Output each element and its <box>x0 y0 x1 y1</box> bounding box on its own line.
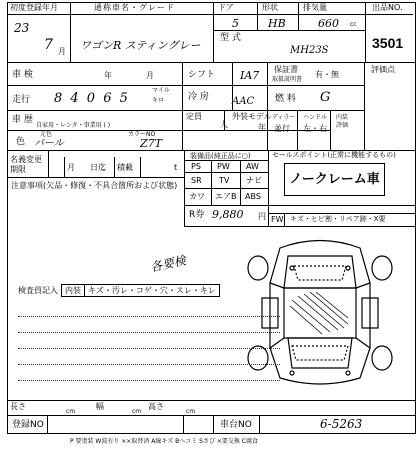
model-name-value: ワゴンR スティングレー <box>80 39 201 52</box>
lot-label: 出品NO. <box>372 3 403 12</box>
fuel-label: 燃 料 <box>275 94 296 104</box>
shift-label: シフト <box>188 70 216 80</box>
grid-line <box>7 400 416 401</box>
first-reg-label: 初度登録年月 <box>10 3 58 12</box>
grid-line <box>268 213 416 214</box>
mileage-label: 走行 <box>12 95 31 105</box>
mileage-value: 8 4 0 6 5 <box>54 91 130 106</box>
grid-line <box>64 157 65 177</box>
mileage-unit-km: キロ <box>152 97 165 104</box>
mileage-unit-mile: マイル <box>152 87 170 94</box>
interior-rating-label: 評価 <box>336 122 349 129</box>
no-claim-stamp-text: ノークレーム車 <box>289 172 380 187</box>
inspector-option-interior: 内装 <box>62 285 85 296</box>
reg-no-label: 登録NO <box>12 420 44 430</box>
type-value: MH23S <box>290 45 329 56</box>
height-unit: cm <box>186 408 196 415</box>
doors-label: ドア <box>218 3 234 12</box>
month-unit: 月 <box>146 71 154 80</box>
color-label: 色 <box>16 137 26 147</box>
grid-line <box>213 2 214 62</box>
history-options: 自家用・レンタ・事業用 ( ) <box>36 122 111 129</box>
chassis-label: 車台NO <box>220 420 252 430</box>
grid-line <box>114 157 115 177</box>
cc-unit: cc <box>350 21 357 28</box>
reg-month-value: 7 <box>44 37 53 53</box>
equipment-aw: AW <box>246 162 259 171</box>
equipment-tv: TV <box>219 176 230 185</box>
capacity-unit: 人 <box>220 120 228 129</box>
grid-line <box>240 160 241 205</box>
grid-line <box>7 415 416 416</box>
color-original-label: 元色 <box>40 131 53 138</box>
shift-value: IA7 <box>240 69 260 82</box>
grid-line <box>365 2 366 62</box>
ac-label: 冷 房 <box>188 92 209 102</box>
grid-line <box>7 85 364 86</box>
width-unit: cm <box>132 408 142 415</box>
model-grade-label: 通称車名・グレード <box>94 3 175 12</box>
lot-number: 3501 <box>372 35 404 51</box>
legend-tab-fw: FW <box>271 215 284 224</box>
grid-line <box>298 2 299 30</box>
color-no-value: Z7T <box>140 137 162 150</box>
dealer-label: ディラー <box>272 114 296 121</box>
displacement-value: 660 <box>318 17 339 30</box>
grid-line <box>184 172 268 173</box>
car-damage-diagram <box>240 228 400 393</box>
inspector-options <box>61 284 220 297</box>
month-suffix: 月 <box>58 47 66 56</box>
recycle-label: R券 <box>189 210 205 220</box>
loading-label: 積載 <box>117 163 133 172</box>
shape-value: HB <box>268 17 286 30</box>
length-unit: cm <box>66 408 76 415</box>
equipment-pw: PW <box>217 162 230 171</box>
color-value: パール <box>34 138 64 149</box>
shape-label: 形状 <box>262 3 278 12</box>
grid-line <box>257 2 258 30</box>
grid-line <box>140 157 141 177</box>
chassis-value: 6-5263 <box>320 417 363 431</box>
color-no-label: カラーNO <box>128 131 156 138</box>
grid-line <box>184 226 416 227</box>
equipment-airbag: エアB <box>215 192 237 201</box>
equipment-ps: PS <box>191 162 201 171</box>
sales-point-label: セールスポイント(正常に機能するもの) <box>272 151 396 159</box>
damage-legend: P 要塗装 W波有り ××取替済 A線キズ Bへコミ Sさび ×要交換 C腐食 <box>70 438 258 445</box>
grid-line <box>7 14 413 15</box>
recycle-unit: 円 <box>258 212 266 221</box>
name-change-month: 月 <box>67 163 75 172</box>
grid-line <box>284 213 285 226</box>
grid-line <box>7 62 365 63</box>
grid-line <box>268 150 269 226</box>
legend-tab-damage: キズ・ヒビ割・リペア跡・X要 <box>290 215 386 223</box>
ac-value: AAC <box>232 96 255 107</box>
length-label: 長さ <box>10 402 26 411</box>
warranty-sub: 取扱説明書 <box>272 76 303 83</box>
equipment-navi: ナビ <box>246 176 262 185</box>
grid-line <box>213 415 214 434</box>
no-claim-stamp <box>284 163 385 196</box>
history-label: 車 歴 <box>12 115 33 125</box>
height-label: 高さ <box>148 402 164 411</box>
equipment-leather: カワ <box>189 192 205 201</box>
grid-line <box>364 62 365 150</box>
displacement-label: 排気量 <box>303 3 327 12</box>
width-label: 幅 <box>96 402 104 411</box>
grid-line <box>7 177 184 178</box>
capacity-label: 定員 <box>186 112 202 121</box>
grid-line <box>183 415 184 434</box>
grid-line <box>184 160 268 161</box>
grid-line <box>7 110 364 111</box>
grid-line <box>213 30 365 31</box>
handwritten-note: 各要検 <box>148 253 188 275</box>
dealer-parallel: 並行 <box>274 124 290 133</box>
grid-line <box>365 62 416 63</box>
grid-line <box>211 160 212 205</box>
grid-line <box>70 2 71 62</box>
frame-line <box>7 2 416 3</box>
grid-line <box>182 63 183 150</box>
rating-label: 評価点 <box>371 65 395 74</box>
exterior-label: 外装モデル <box>232 112 272 121</box>
frame-line <box>7 433 416 434</box>
name-change-deadline-label: 期限 <box>10 165 26 174</box>
reg-year-value: 23 <box>14 21 30 35</box>
year-unit: 年 <box>104 71 112 80</box>
fuel-value: G <box>320 90 331 105</box>
equipment-abs: ABS <box>245 192 261 201</box>
name-change-day: 日迄 <box>90 163 106 172</box>
type-label: 型 式 <box>220 33 241 43</box>
handle-value: 左・右 <box>303 124 327 133</box>
doors-value: 5 <box>232 17 239 30</box>
frame-line <box>7 2 8 434</box>
inspector-label: 検査員記入 <box>18 286 58 295</box>
loading-unit: t <box>174 163 178 172</box>
equipment-sr: SR <box>191 176 202 185</box>
warranty-label: 保証書 <box>274 65 298 74</box>
grid-line <box>184 188 268 189</box>
grid-line <box>259 415 260 434</box>
inspector-option-damage: キズ・汚レ・コゲ・穴・スレ・キレ <box>88 286 216 295</box>
grid-line <box>47 415 48 434</box>
warranty-value: 有・無 <box>315 70 339 79</box>
grid-line <box>184 205 416 206</box>
recycle-value: 9,880 <box>212 208 244 221</box>
handle-label: ハンドル <box>303 114 328 121</box>
grid-line <box>267 63 268 150</box>
interior-label: 内装 <box>336 114 349 121</box>
name-change-label: 名義変更 <box>10 155 42 164</box>
equipment-title: 装備品(純正品に○) <box>190 152 251 160</box>
frame-line <box>415 2 416 434</box>
notes-label: 注意事項(欠品・修復・不具合箇所および状態) <box>11 181 178 190</box>
grid-line <box>48 150 49 177</box>
inspection-label: 車 検 <box>12 70 33 80</box>
grid-line <box>330 110 331 150</box>
exterior-unit: 年 <box>258 123 266 132</box>
